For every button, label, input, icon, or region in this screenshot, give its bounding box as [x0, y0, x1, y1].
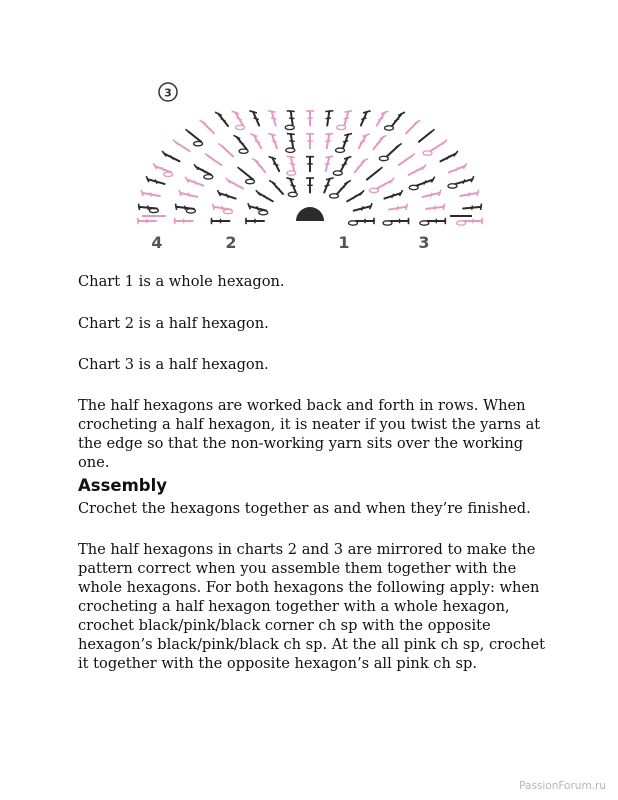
stitch-bar: [213, 204, 215, 210]
stitch-yo: [289, 118, 295, 119]
stitch-yo: [343, 141, 348, 142]
crochet-chart-diagram: [130, 66, 490, 258]
stitch-yo: [392, 194, 394, 198]
chain-stitch: [288, 192, 297, 196]
stitch-yo: [463, 179, 465, 183]
stitch-bar: [429, 129, 435, 134]
stitch-bar: [249, 111, 257, 113]
stitch-yo: [378, 118, 383, 120]
stitch-bar: [325, 134, 333, 135]
stitch-yo: [342, 164, 347, 166]
chain-stitch: [285, 125, 294, 129]
stitch-yo: [430, 193, 432, 197]
stitch-yo: [188, 193, 190, 197]
stitch-bar: [396, 144, 402, 148]
stitch-yo: [150, 192, 151, 196]
stitch-yo: [344, 118, 349, 119]
stitch-yo: [397, 206, 398, 210]
chain-stitch: [409, 185, 418, 189]
stitch-bar: [139, 204, 140, 210]
chain-stitch: [194, 141, 203, 145]
chain-stitch: [379, 156, 388, 160]
stitch-yo: [361, 206, 363, 210]
stitch-yo: [257, 206, 259, 210]
stitch-yo: [325, 164, 330, 165]
chart-rows: [138, 111, 482, 225]
chain-stitch: [246, 179, 255, 183]
stitch-bar: [238, 167, 244, 172]
stitch-bar: [141, 190, 143, 196]
stitch-yo: [148, 205, 149, 209]
chain-stitch: [164, 172, 173, 176]
chain-stitch: [236, 125, 245, 129]
stitch-yo: [472, 205, 473, 209]
stitch-bar: [325, 111, 333, 112]
stitch-yo: [361, 118, 366, 119]
stitch-bar: [477, 190, 479, 196]
row-label-1: 1: [338, 233, 350, 252]
stitch-bar: [410, 153, 415, 158]
chain-stitch: [383, 221, 392, 225]
stitch-bar: [185, 129, 191, 134]
chain-stitch: [457, 221, 466, 225]
chain-stitch: [369, 188, 378, 192]
row-label-4: 4: [151, 233, 163, 252]
stitch-bar: [326, 178, 334, 180]
stitch-yo: [273, 164, 278, 166]
chain-stitch: [333, 171, 342, 175]
stitch-yo: [435, 206, 436, 210]
stitch-bar: [176, 204, 177, 210]
chain-stitch: [337, 125, 346, 129]
chain-stitch: [420, 221, 429, 225]
stitch-yo: [255, 141, 260, 143]
stitch-bar: [287, 134, 295, 135]
stitch-yo: [325, 141, 331, 142]
stitch-bar: [179, 190, 181, 196]
chain-stitch: [349, 221, 358, 225]
stitch-bar: [218, 144, 224, 148]
chain-stitch: [259, 210, 268, 214]
stitch-yo: [272, 141, 277, 142]
stitch-bar: [344, 111, 352, 112]
chart-2-note: Chart 2 is a half hexagon.: [78, 315, 269, 332]
stitch-yo: [324, 185, 329, 186]
assembly-intro: Crochet the hexagons together as and when they’re finished.: [78, 500, 531, 517]
stitch-bar: [287, 111, 295, 112]
stitch-yo: [222, 206, 223, 210]
stitch-yo: [185, 206, 186, 210]
stitch-yo: [360, 141, 365, 143]
chain-stitch: [336, 148, 345, 152]
chain-stitch: [330, 194, 339, 198]
stitch-bar: [363, 111, 371, 113]
row-label-2: 2: [225, 233, 237, 252]
stitch-yo: [290, 164, 295, 165]
chain-stitch: [204, 175, 213, 179]
stitch-yo: [271, 118, 276, 119]
chain-stitch: [423, 151, 432, 155]
stitch-bar: [406, 204, 408, 210]
chain-stitch: [287, 171, 296, 175]
stitch-yo: [155, 179, 157, 183]
stitch-yo: [468, 192, 469, 196]
row-label-3: 3: [418, 233, 430, 252]
stitch-bar: [325, 156, 333, 157]
assembly-heading: Assembly: [78, 476, 168, 495]
stitch-yo: [290, 185, 295, 186]
center-ring: [296, 207, 324, 221]
chart-3-note: Chart 3 is a half hexagon.: [78, 356, 269, 373]
stitch-yo: [237, 118, 242, 120]
chart-number-badge-text: 3: [164, 86, 172, 100]
crochet-chart-svg: [130, 66, 490, 258]
stitch-yo: [289, 141, 295, 142]
stitch-bar: [268, 134, 276, 136]
stitch-yo: [325, 118, 331, 119]
stitch-bar: [286, 178, 294, 180]
assembly-body: The half hexagons in charts 2 and 3 are mirrored to make the pattern correct when you assemble them together with the whole hexagons. For both hexagons the following apply: when crocheting a half hexagon together with a whole hexagon, crochet black/pink/black corner ch sp with the opposite hexagon’s black/pink/black ch sp. At the all pink ch sp, crochet it together with the opposite hexagon’s all pink ch sp.: [78, 541, 545, 672]
stitch-bar: [481, 204, 482, 210]
chain-stitch: [384, 126, 393, 130]
chain-stitch: [239, 149, 248, 153]
chain-stitch: [286, 148, 295, 152]
chain-stitch: [448, 184, 457, 188]
stitch-bar: [287, 156, 295, 157]
stitch-bar: [439, 190, 441, 196]
stitch-bar: [443, 204, 444, 210]
chart-1-note: Chart 1 is a whole hexagon.: [78, 273, 285, 290]
stitch-bar: [268, 111, 276, 112]
stitch-yo: [253, 118, 258, 119]
watermark: PassionForum.ru: [519, 780, 606, 792]
half-hexagon-paragraph: The half hexagons are worked back and forth in rows. When crocheting a half hexagon, it is neater if you twist the yarns at the edge so that the non-working yarn sits over the working one.: [78, 397, 541, 471]
stitch-bar: [377, 167, 383, 172]
stitch-bar: [205, 153, 210, 158]
stitch-yo: [226, 194, 228, 198]
stitch-bar: [344, 134, 352, 136]
